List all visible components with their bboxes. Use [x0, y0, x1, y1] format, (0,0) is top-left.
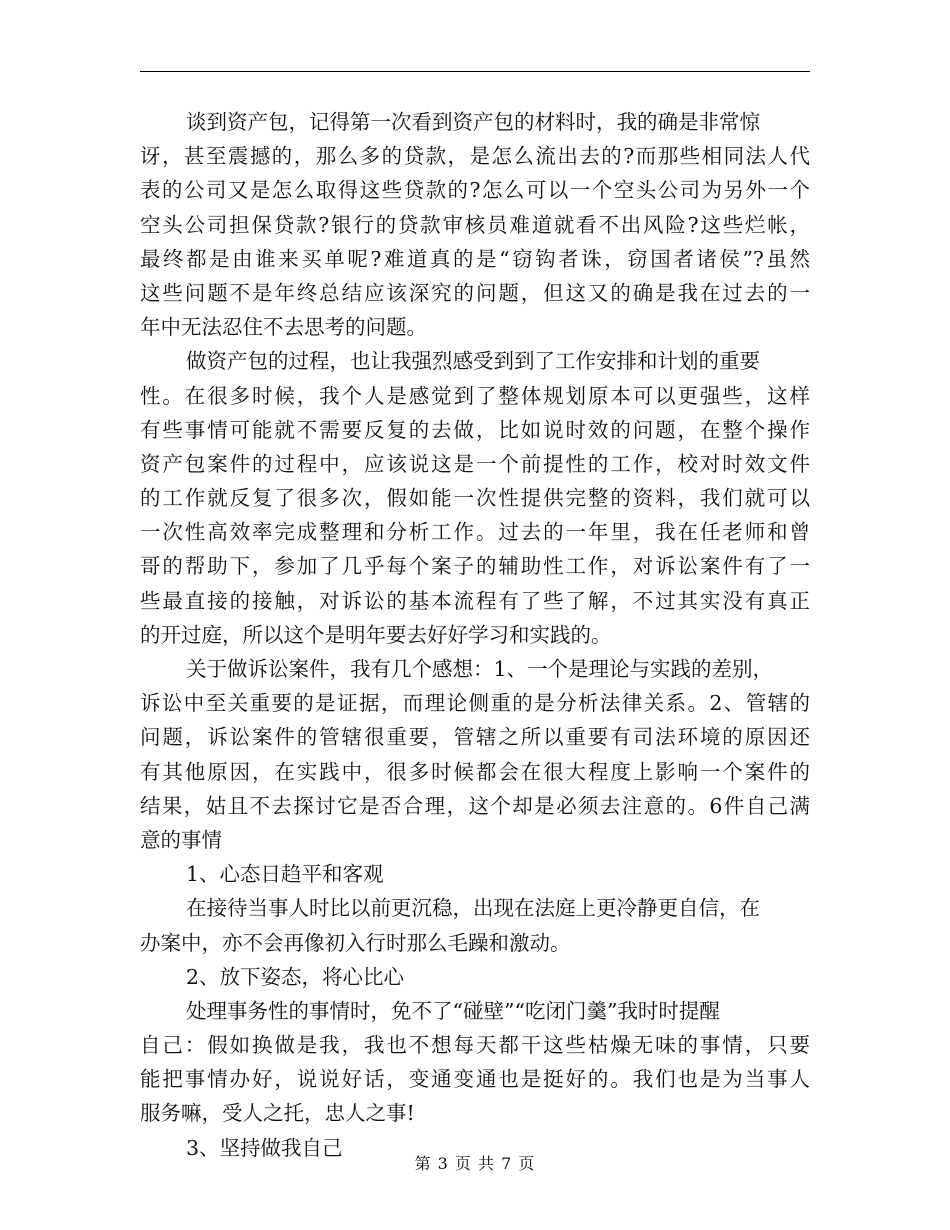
document-body: [140, 105, 810, 1165]
paragraph-line: 意的事情: [140, 827, 222, 852]
paragraph-line: 些最直接的接触，对诉讼的基本流程有了些了解，不过其实没有真正: [140, 588, 810, 613]
paragraph-line: 的工作就反复了很多次，假如能一次性提供完整的资料，我们就可以: [140, 486, 810, 511]
page-number: 第 3 页 共 7 页: [414, 1154, 536, 1173]
paragraph-line: 自己：假如换做是我，我也不想每天都干这些枯燥无味的事情，只要: [140, 1033, 810, 1058]
paragraph-line: 结果，姑且不去探讨它是否合理，这个却是必须去注意的。6件自己满: [140, 793, 810, 818]
section-heading: 1、心态日趋平和客观: [186, 862, 384, 887]
paragraph-line: 空头公司担保贷款?银行的贷款审核员难道就看不出风险?这些烂帐，: [140, 212, 810, 237]
section-heading: 3、坚持做我自己: [186, 1135, 343, 1160]
paragraph-line: 这些问题不是年终总结应该深究的问题，但这又的确是我在过去的一: [140, 280, 810, 305]
paragraph-line: 做资产包的过程，也让我强烈感受到到了工作安排和计划的重要: [186, 349, 760, 374]
paragraph-line: 谈到资产包，记得第一次看到资产包的材料时，我的确是非常惊: [186, 110, 760, 134]
paragraph-line: 办案中，亦不会再像初入行时那么毛躁和激动。: [140, 930, 571, 955]
paragraph-line: 哥的帮助下，参加了几乎每个案子的辅助性工作，对诉讼案件有了一: [140, 554, 810, 579]
paragraph-line: 年中无法忍住不去思考的问题。: [140, 315, 427, 340]
section-heading: 2、放下姿态，将心比心: [186, 964, 405, 989]
paragraph-line: 讶，甚至震撼的，那么多的贷款，是怎么流出去的?而那些相同法人代: [140, 144, 810, 169]
paragraph-line: 的开过庭，所以这个是明年要去好好学习和实践的。: [140, 622, 612, 647]
paragraph-line: 处理事务性的事情时，免不了“碰壁”“吃闭门羹”我时时提醒: [186, 998, 720, 1023]
paragraph-line: 一次性高效率完成整理和分析工作。过去的一年里，我在任老师和曾: [140, 520, 810, 545]
paragraph-line: 关于做诉讼案件，我有几个感想：1、一个是理论与实践的差别，: [186, 657, 774, 681]
paragraph-line: 表的公司又是怎么取得这些贷款的?怎么可以一个空头公司为另外一个: [140, 178, 810, 203]
paragraph-line: 有其他原因，在实践中，很多时候都会在很大程度上影响一个案件的: [140, 759, 810, 784]
paragraph-line: 最终都是由谁来买单呢?难道真的是“窃钩者诛，窃国者诸侯”?虽然: [140, 246, 810, 271]
paragraph-line: 有些事情可能就不需要反复的去做，比如说时效的问题，在整个操作: [140, 417, 810, 442]
paragraph-line: 服务嘛，受人之托，忠人之事!: [140, 1101, 415, 1126]
paragraph-line: 诉讼中至关重要的是证据，而理论侧重的是分析法律关系。2、管辖的: [140, 691, 810, 716]
paragraph-line: 性。在很多时候，我个人是感觉到了整体规划原本可以更强些，这样: [140, 383, 810, 408]
header-rule: [140, 71, 810, 72]
paragraph-line: 问题，诉讼案件的管辖很重要，管辖之所以重要有司法环境的原因还: [140, 725, 810, 750]
paragraph-line: 资产包案件的过程中，应该说这是一个前提性的工作，校对时效文件: [140, 451, 810, 476]
paragraph-line: 能把事情办好，说说好话，变通变通也是挺好的。我们也是为当事人: [140, 1067, 810, 1092]
paragraph-line: 在接待当事人时比以前更沉稳，出现在法庭上更冷静更自信，在: [186, 896, 760, 921]
